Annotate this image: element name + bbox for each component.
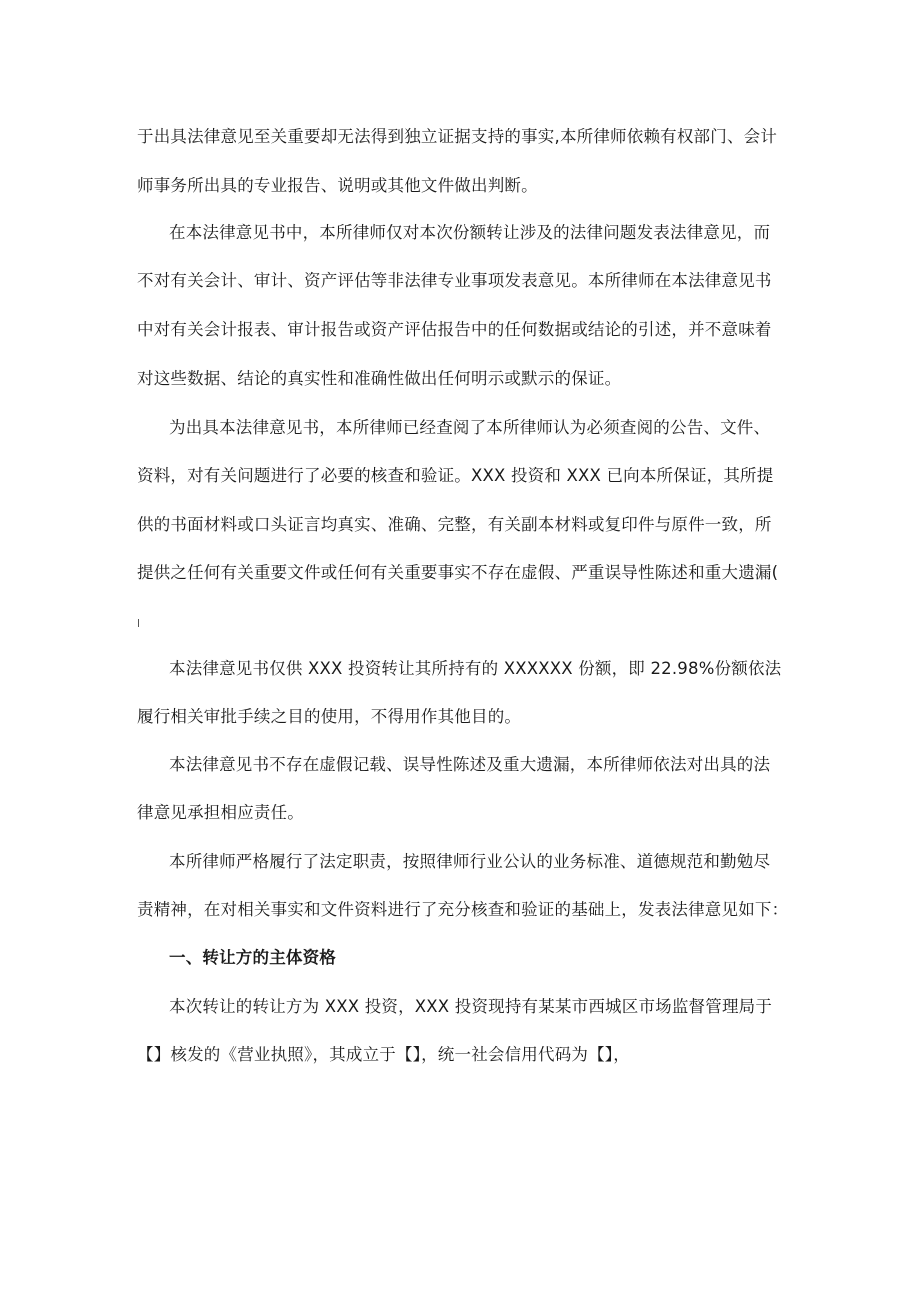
- text-line: 本所律师严格履行了法定职责，按照律师行业公认的业务标准、道德规范和勤勉尽: [169, 852, 771, 871]
- text-line: 【】核发的《营业执照》，其成立于【】，统一社会信用代码为【】，: [137, 1045, 630, 1064]
- text-line: 对这些数据、结论的真实性和准确性做出任何明示或默示的保证。: [137, 369, 622, 388]
- text-line: 于出具法律意见至关重要却无法得到独立证据支持的事实,本所律师依赖有权部门、会计: [137, 127, 778, 146]
- text-line: 供的书面材料或口头证言均真实、准确、完整，有关副本材料或复印件与原件一致，所: [137, 515, 772, 534]
- text-line: 师事务所出具的专业报告、说明或其他文件做出判断。: [137, 176, 538, 195]
- text-line: 中对有关会计报表、审计报告或资产评估报告中的任何数据或结论的引述，并不意味着: [137, 320, 772, 339]
- text-line: 提供之任何有关重要文件或任何有关重要事实不存在虚假、严重误导性陈述和重大遗漏(: [137, 563, 779, 582]
- text-line: 不对有关会计、审计、资产评估等非法律专业事项发表意见。本所律师在本法律意见书: [137, 271, 772, 290]
- stray-mark: [138, 619, 139, 627]
- text-line: 本法律意见书仅供 XXX 投资转让其所持有的 XXXXXX 份额，即 22.98%份额依法: [169, 659, 782, 678]
- text-line: 为出具本法律意见书，本所律师已经查阅了本所律师认为必须查阅的公告、文件、: [169, 418, 771, 437]
- text-line: 在本法律意见书中，本所律师仅对本次份额转让涉及的法律问题发表法律意见，而: [169, 223, 771, 242]
- text-line: 本法律意见书不存在虚假记载、误导性陈述及重大遗漏，本所律师依法对出具的法: [169, 755, 771, 774]
- section-heading: 一、转让方的主体资格: [169, 948, 336, 967]
- text-line: 责精神，在对相关事实和文件资料进行了充分核查和验证的基础上，发表法律意见如下：: [137, 900, 789, 919]
- text-line: 本次转让的转让方为 XXX 投资，XXX 投资现持有某某市西城区市场监督管理局于: [169, 997, 773, 1016]
- text-line: 律意见承担相应责任。: [137, 803, 304, 822]
- text-line: 资料，对有关问题进行了必要的核查和验证。XXX 投资和 XXX 已向本所保证，其所提: [137, 466, 774, 485]
- text-line: 履行相关审批手续之目的使用，不得用作其他目的。: [137, 707, 522, 726]
